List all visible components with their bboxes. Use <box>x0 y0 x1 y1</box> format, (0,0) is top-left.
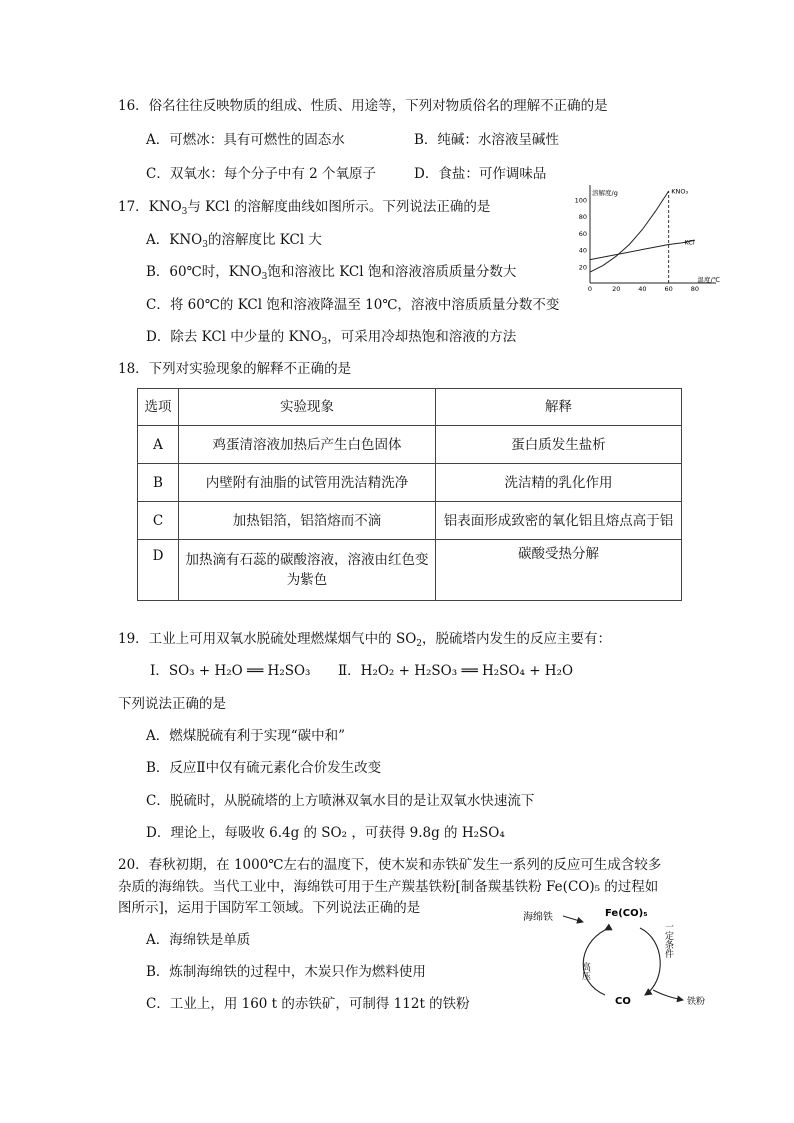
table-header-cell: 选项 <box>138 389 179 426</box>
table-header-row <box>138 389 682 426</box>
q19-stem: 19．工业上可用双氧水脱硫处理燃煤烟气中的 $SO_2$，脱硫塔内发生的反应主要有： <box>118 631 612 649</box>
q20-option-c: C．工业上，用 160 t 的赤铁矿，可制得 112t 的铁粉 <box>146 996 470 1012</box>
y-tick-label: 20 <box>578 263 587 272</box>
q19-equation-1: Ⅰ．SO₃ + H₂O ══ H₂SO₃ <box>150 663 311 679</box>
diagram-feco5: Fe(CO)₅ <box>605 908 648 919</box>
table-header-cell: 解释 <box>436 389 682 426</box>
series-label: KNO₃ <box>671 187 689 196</box>
y-tick-label: 60 <box>578 229 587 238</box>
table-row <box>138 502 682 540</box>
table-cell: 碳酸受热分解 <box>436 540 682 601</box>
series-label: KCl <box>684 238 695 247</box>
diagram-high-pressure: 高压 <box>580 962 590 980</box>
y-tick-label: 80 <box>578 213 587 222</box>
table-cell: C <box>138 502 179 540</box>
q17-stem: 17．$KNO_3$与 KCl 的溶解度曲线如图所示。下列说法正确的是 <box>118 199 491 217</box>
table-cell: 洗洁精的乳化作用 <box>436 464 682 502</box>
q16-option-a: A．可燃冰：具有可燃性的固态水 <box>146 132 345 148</box>
diagram-iron-powder: 铁粉 <box>687 997 706 1007</box>
table-cell: 蛋白质发生盐析 <box>436 426 682 464</box>
q17-option-b: B．60℃时，$KNO_3$饱和溶液比 KCl 饱和溶液溶质质量分数大 <box>146 264 517 282</box>
carbonyl-iron-cycle-diagram <box>515 900 725 1010</box>
x-tick-label: 20 <box>612 285 621 293</box>
q16-option-b: B．纯碱：水溶液呈碱性 <box>414 132 559 148</box>
q18-stem: 18．下列对实验现象的解释不正确的是 <box>118 361 352 377</box>
table-cell: B <box>138 464 179 502</box>
q19-option-b: B．反应Ⅱ中仅有硫元素化合价发生改变 <box>146 760 382 776</box>
q19-option-c: C．脱硫时，从脱硫塔的上方喷淋双氧水目的是让双氧水快速流下 <box>146 793 535 809</box>
q20-line-3: 图所示]，运用于国防军工领域。下列说法正确的是 <box>118 900 421 916</box>
q17-option-a: A．$KNO_3$的溶解度比 KCl 大 <box>146 232 322 250</box>
q16-stem: 16．俗名往往反映物质的组成、性质、用途等，下列对物质俗名的理解不正确的是 <box>118 98 608 114</box>
table-cell: D <box>138 540 179 601</box>
diagram-condition: 一定条件 <box>663 922 673 958</box>
x-tick-label: 60 <box>664 285 673 293</box>
arrow-icon <box>563 916 583 922</box>
q16-option-c: C．双氧水：每个分子中有 2 个氧原子 <box>146 166 377 182</box>
x-axis-label: 温度/℃ <box>697 276 721 284</box>
q20-line-2: 杂质的海绵铁。当代工业中，海绵铁可用于生产羰基铁粉[制备羰基铁粉 Fe(CO)₅ 的过程如 <box>118 879 659 895</box>
table-cell: 鸡蛋清溶液加热后产生白色固体 <box>179 426 436 464</box>
q17-option-d: D．除去 KCl 中少量的 $KNO_3$，可采用冷却热饱和溶液的方法 <box>146 329 517 347</box>
q16-option-d: D．食盐：可作调味品 <box>414 166 547 182</box>
y-tick-label: 100 <box>574 196 587 205</box>
diagram-sponge-iron: 海绵铁 <box>523 912 553 923</box>
series-line-kno3 <box>590 191 669 272</box>
table-cell: 加热滴有石蕊的碳酸溶液，溶液由红色变为紫色 <box>179 540 436 601</box>
series-line-kcl <box>590 240 695 259</box>
y-axis-label: 溶解度/g <box>592 189 618 197</box>
y-tick-label: 40 <box>578 246 587 255</box>
x-tick-label: 80 <box>690 285 700 293</box>
cycle-arc-right <box>640 928 660 995</box>
q19-option-a: A．燃煤脱硫有利于实现“碳中和” <box>146 728 346 744</box>
table-header-cell: 实验现象 <box>179 389 436 426</box>
q19-equation-2: Ⅱ．H₂O₂ + H₂SO₃ ══ H₂SO₄ + H₂O <box>338 663 574 679</box>
x-tick-label: 0 <box>587 285 593 293</box>
q19-lead: 下列说法正确的是 <box>118 696 226 712</box>
table-cell: 加热铝箔，铝箔熔而不滴 <box>179 502 436 540</box>
table-row <box>138 464 682 502</box>
q20-option-a: A．海绵铁是单质 <box>146 932 251 948</box>
arrow-icon <box>653 990 683 1000</box>
q20-line-1: 20．春秋初期，在 1000℃左右的温度下，使木炭和赤铁矿发生一系列的反应可生成含较多 <box>118 857 662 873</box>
q17-option-c: C．将 60℃的 KCl 饱和溶液降温至 10℃，溶液中溶质质量分数不变 <box>146 297 560 313</box>
table-cell: 铝表面形成致密的氧化铝且熔点高于铝 <box>436 502 682 540</box>
table-row <box>138 540 682 601</box>
solubility-chart <box>565 175 730 295</box>
table-cell: 内壁附有油脂的试管用洗洁精洗净 <box>179 464 436 502</box>
q20-option-b: B．炼制海绵铁的过程中，木炭只作为燃料使用 <box>146 964 426 980</box>
table-cell: A <box>138 426 179 464</box>
diagram-co: CO <box>615 996 631 1007</box>
x-tick-label: 40 <box>638 285 647 293</box>
q19-option-d: D．理论上，每吸收 6.4g 的 SO₂ ，可获得 9.8g 的 H₂SO₄ <box>146 825 505 841</box>
table-row <box>138 426 682 464</box>
q18-table <box>137 388 682 601</box>
